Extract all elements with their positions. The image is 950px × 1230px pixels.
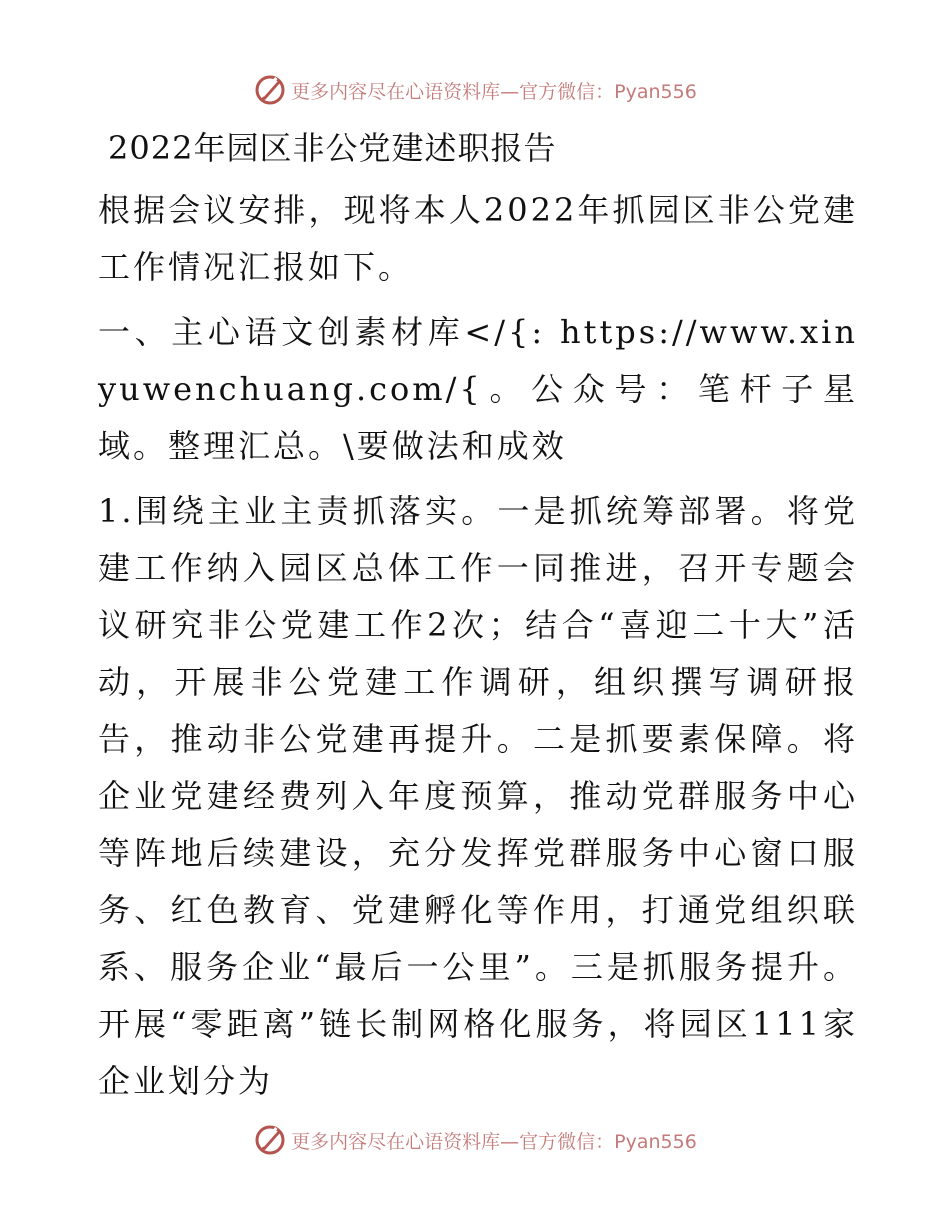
watermark-label: 更多内容尽在心语资料库—官方微信： — [291, 80, 615, 103]
body-paragraph: 1.围绕主业主责抓落实。一是抓统筹部署。将党建工作纳入园区总体工作一同推进，召开专题会议研究非公党建工作2次；结合“喜迎二十大”活动，开展非公党建工作调研，组织撰写调研报告，推动非公党建再提升。二是抓要素保障。将企业党建经费列入年度预算，推动党群服务中心等阵地后续建设，充分发挥党群服务中心窗口服务、红色教育、党建孵化等作用，打通党组织联系、服务企业“最后一公里”。三是抓服务提升。开展“零距离”链长制网格化服务，将园区111家企业划分为 — [98, 492, 858, 1100]
wechat-id: Pyan556 — [614, 1130, 697, 1153]
header-watermark-banner — [0, 70, 950, 110]
feather-pen-logo-icon — [253, 73, 287, 107]
feather-pen-logo-icon — [253, 1123, 287, 1157]
intro-paragraph: 根据会议安排，现将本人2022年抓园区非公党建工作情况汇报如下。 — [98, 191, 858, 286]
watermark-text — [291, 1127, 697, 1154]
watermark-text — [291, 77, 697, 104]
document-title: 2022年园区非公党建述职报告 — [108, 129, 557, 167]
watermark-label: 更多内容尽在心语资料库—官方微信： — [291, 1130, 615, 1153]
document-body — [98, 120, 858, 1110]
section-heading: 一、主心语文创素材库</{: https://www.xinyuwenchuang.com/{。公众号：笔杆子星域。整理汇总。\要做法和成效 — [98, 313, 858, 465]
footer-watermark-banner — [0, 1120, 950, 1160]
wechat-id: Pyan556 — [614, 80, 697, 103]
